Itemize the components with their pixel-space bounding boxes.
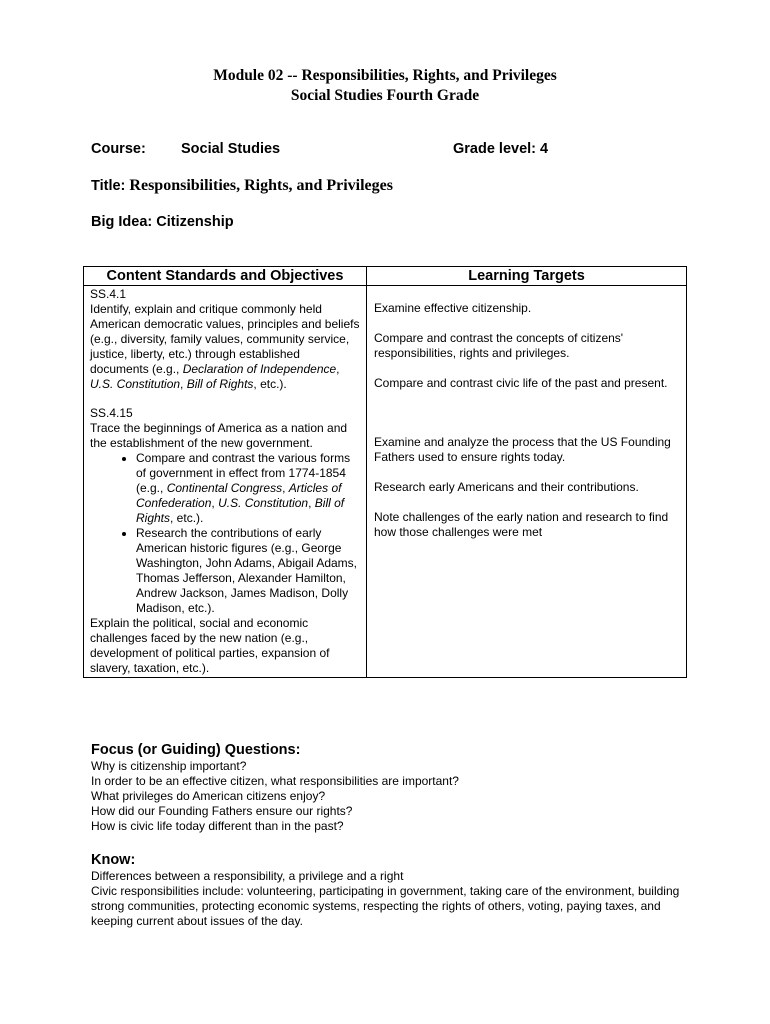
document-name: Bill of Rights [136,496,345,525]
course-value: Social Studies [181,141,281,157]
list-item: How is civic life today different than in the past? [91,819,344,833]
document-name: Declaration of Independence [182,362,337,376]
list-item: • Research the contributions of early American historic figures (e.g., George Washington, John Adams, Abigail Adams, Thomas Jefferson, Alexander Hamilton, Andrew Jackson, James Madison, Dolly Madison, etc.). [136,526,361,616]
know-items [91,869,686,929]
learning-target: Examine effective citizenship. [374,301,532,315]
document-name: Articles of Confederation [136,481,342,510]
title-label: Title: [91,178,126,194]
list-item: How did our Founding Fathers ensure our rights? [91,804,353,818]
title-value: Responsibilities, Rights, and Privileges [129,177,393,194]
focus-heading: Focus (or Guiding) Questions: [91,742,301,758]
know-heading: Know: [91,852,136,868]
learning-target: Research early Americans and their contributions. [374,480,639,494]
standard-code: SS.4.1 [90,287,127,301]
title-row [91,177,393,195]
list-item [136,451,361,526]
grade-level: Grade level: 4 [453,141,549,157]
standards-cell [84,286,367,678]
standards-table [83,266,687,678]
document-title-line1: Module 02 -- Responsibilities, Rights, and Privileges [213,67,557,84]
document-title-line2: Social Studies Fourth Grade [290,87,480,104]
table-row [84,286,687,678]
list-item: In order to be an effective citizen, what responsibilities are important? [91,774,459,788]
list-item: Civic responsibilities include: volunteering, participating in government, taking care of the environment, building strong communities, protecting economic systems, respecting the rights of others, voting, paying taxes, and keeping current about issues of the day. [91,884,680,928]
document-title [0,66,770,106]
header-content-standards: Content Standards and Objectives [84,267,367,286]
bullet-text: , etc.). [170,511,204,525]
header-learning-targets: Learning Targets [367,267,687,286]
learning-target: Examine and analyze the process that the US Founding Fathers used to ensure rights today. [374,435,671,464]
list-item: What privileges do American citizens enjoy? [91,789,326,803]
document-name: U.S. Constitution [218,496,309,510]
bullet-text: Compare and contrast the various forms of government in effect from 1774-1854 (e.g., [136,451,351,495]
document-name: Bill of Rights [186,377,254,391]
standard-text [90,302,361,392]
course-row [91,141,691,161]
targets-cell [367,286,687,678]
learning-target: Compare and contrast the concepts of citizens' responsibilities, rights and privileges. [374,331,624,360]
separator: , [308,496,315,510]
standard-text-part: , etc.). [253,377,287,391]
separator: , [282,481,289,495]
standard-text-part: Identify, explain and critique commonly held American democratic values, principles and beliefs (e.g., diversity, family values, community service, justice, liberty, etc.) through established documents (e.g., [90,302,360,376]
standard-bullets [90,451,361,616]
document-name: Continental Congress [166,481,283,495]
list-item: Why is citizenship important? [91,759,247,773]
course-label: Course: [91,141,146,157]
standard-code: SS.4.15 [90,406,133,420]
learning-target: Note challenges of the early nation and research to find how those challenges were met [374,510,669,539]
document-name: U.S. Constitution [90,377,181,391]
separator: , [180,377,187,391]
standard-intro: Trace the beginnings of America as a nation and the establishment of the new government. [90,421,348,450]
list-item: Differences between a responsibility, a privilege and a right [91,869,404,883]
separator: , [211,496,219,510]
separator: , [336,362,340,376]
learning-target: Compare and contrast civic life of the past and present. [374,376,668,390]
standard-closing: Explain the political, social and economic challenges faced by the new nation (e.g., development of political parties, expansion of slavery, taxation, etc.). [90,616,330,675]
focus-questions [91,759,691,834]
big-idea: Big Idea: Citizenship [91,214,234,230]
table-header-row [84,267,687,286]
